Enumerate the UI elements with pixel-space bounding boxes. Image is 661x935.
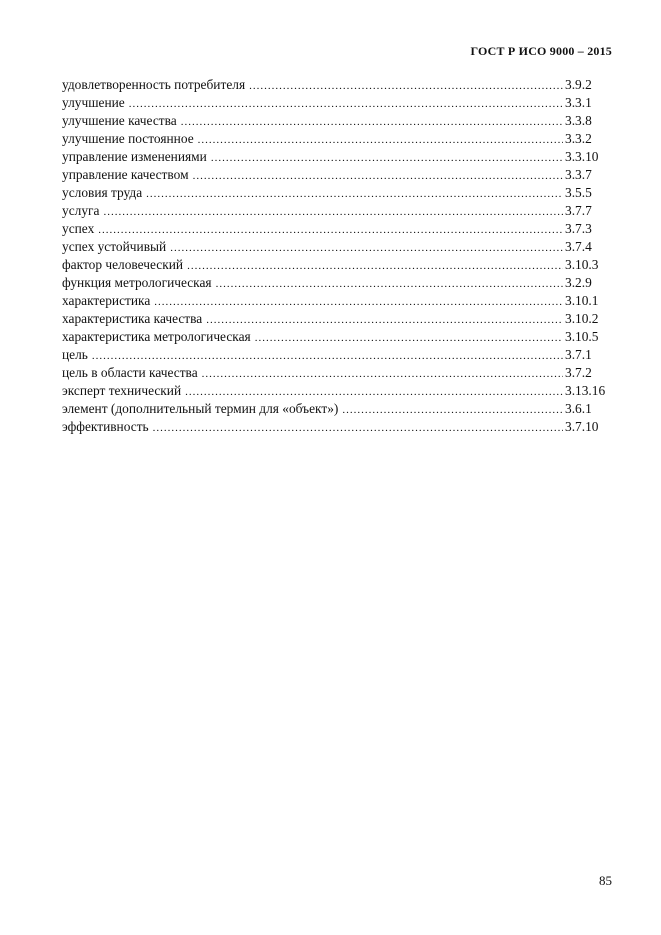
index-term: фактор человеческий [62, 257, 184, 272]
index-entry [62, 256, 613, 274]
index-entry [62, 220, 613, 238]
index-entry [62, 328, 613, 346]
index-term: удовлетворенность потребителя [62, 77, 246, 92]
index-reference: 3.3.7 [565, 167, 592, 182]
dot-leader [153, 419, 563, 437]
index-term: улучшение постоянное [62, 131, 194, 146]
index-reference: 3.3.8 [565, 113, 592, 128]
page-number: 85 [599, 873, 612, 888]
index-entry [62, 130, 613, 148]
index-entry [62, 148, 613, 166]
index-reference: 3.10.1 [565, 293, 599, 308]
index-term: функция метрологическая [62, 275, 212, 290]
index-entry [62, 76, 613, 94]
dot-leader [206, 311, 563, 329]
index-entry [62, 112, 613, 130]
index-entry [62, 418, 613, 436]
dot-leader [187, 257, 563, 275]
index-term: эксперт технический [62, 383, 182, 398]
dot-leader [198, 131, 563, 149]
dot-leader [129, 95, 563, 113]
index-reference: 3.9.2 [565, 77, 592, 92]
alphabetical-index-list [62, 76, 613, 436]
index-term: характеристика [62, 293, 151, 308]
index-reference: 3.7.10 [565, 419, 599, 434]
index-reference: 3.10.5 [565, 329, 599, 344]
index-reference: 3.7.4 [565, 239, 592, 254]
index-reference: 3.3.1 [565, 95, 592, 110]
index-term: условия труда [62, 185, 143, 200]
index-reference: 3.2.9 [565, 275, 592, 290]
index-reference: 3.10.3 [565, 257, 599, 272]
dot-leader [202, 365, 563, 383]
index-term: управление качеством [62, 167, 189, 182]
index-entry [62, 94, 613, 112]
dot-leader [185, 383, 563, 401]
index-term: цель в области качества [62, 365, 198, 380]
index-reference: 3.7.7 [565, 203, 592, 218]
index-term: управление изменениями [62, 149, 207, 164]
dot-leader [103, 203, 563, 221]
index-term: цель [62, 347, 88, 362]
index-term: успех [62, 221, 95, 236]
index-term: характеристика качества [62, 311, 203, 326]
dot-leader [170, 239, 563, 257]
index-entry [62, 346, 613, 364]
index-entry [62, 364, 613, 382]
dot-leader [146, 185, 563, 203]
index-term: улучшение [62, 95, 125, 110]
dot-leader [249, 77, 563, 95]
dot-leader [98, 221, 563, 239]
index-entry [62, 238, 613, 256]
index-reference: 3.3.2 [565, 131, 592, 146]
dot-leader [255, 329, 563, 347]
index-term: эффективность [62, 419, 149, 434]
index-entry [62, 166, 613, 184]
index-entry [62, 202, 613, 220]
dot-leader [154, 293, 563, 311]
index-entry [62, 184, 613, 202]
document-code-header: ГОСТ Р ИСО 9000 – 2015 [470, 44, 612, 58]
index-term: услуга [62, 203, 100, 218]
index-reference: 3.10.2 [565, 311, 599, 326]
index-entry [62, 292, 613, 310]
index-entry [62, 274, 613, 292]
index-term: характеристика метрологическая [62, 329, 251, 344]
index-entry [62, 400, 613, 418]
index-entry [62, 382, 613, 400]
index-reference: 3.3.10 [565, 149, 599, 164]
index-entry [62, 310, 613, 328]
dot-leader [216, 275, 563, 293]
index-reference: 3.13.16 [565, 383, 606, 398]
index-reference: 3.7.2 [565, 365, 592, 380]
dot-leader [193, 167, 563, 185]
dot-leader [181, 113, 563, 131]
dot-leader [211, 149, 563, 167]
index-reference: 3.5.5 [565, 185, 592, 200]
index-term: улучшение качества [62, 113, 177, 128]
dot-leader [92, 347, 563, 365]
index-term: элемент (дополнительный термин для «объект») [62, 401, 339, 416]
index-reference: 3.7.3 [565, 221, 592, 236]
dot-leader [342, 401, 563, 419]
index-reference: 3.7.1 [565, 347, 592, 362]
index-reference: 3.6.1 [565, 401, 592, 416]
index-term: успех устойчивый [62, 239, 167, 254]
